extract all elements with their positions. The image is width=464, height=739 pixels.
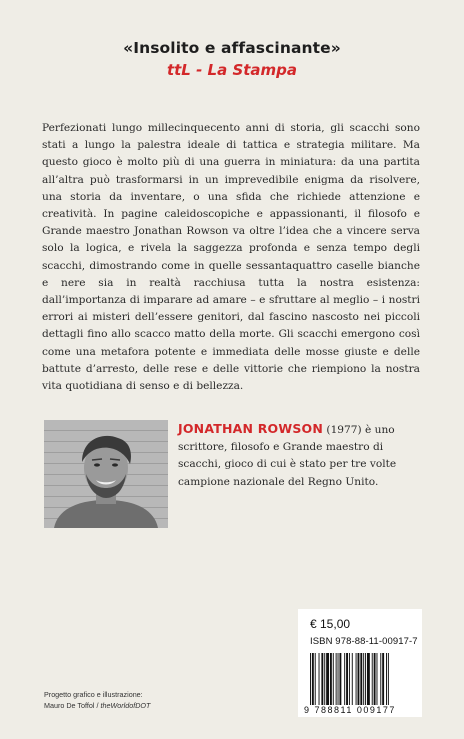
barcode-bar: [333, 653, 334, 705]
barcode-bar: [339, 653, 341, 705]
review-source: ttL - La Stampa: [166, 61, 298, 79]
author-bio: [178, 420, 423, 491]
barcode-bar: [326, 653, 329, 705]
author-name: JONATHAN ROWSON: [178, 421, 324, 436]
credits-line-1: Progetto grafico e illustrazione:: [44, 690, 143, 699]
barcode-bar: [363, 653, 364, 705]
price-label: € 15,00: [310, 617, 351, 631]
book-blurb: Perfezionati lungo millecinquecento anni di storia, gli scacchi sono stati a lungo la palestra ideale di tattica e strategia militare. Ma questo gioco è molto più di una guerra in miniatura: da una partita all’altra può trasformarsi in un imprevedibile enigma da risolvere, una storia da inventare, o una sfida che richiede attenzione e creatività. In pagine caleidoscopiche e appassionanti, il filosofo e Grande maestro Jonathan Rowson va oltre l’idea che a vincere serva solo la logica, e rivela la saggezza profonda e senza tempo degli scacchi, dimostrando come in quelle sessantaquattro caselle bianche e nere sia in realtà racchiusa tutta la nostra esistenza: dall’importanza di imparare ad amare – e sfruttare al meglio – i nostri errori ai misteri dell’essere genitori, dal fascino nascosto nei piccoli dettagli fino allo scacco matto della morte. Gli scacchi emergono così come una metafora potente e immediata delle mosse giuste e delle battute d’arresto, delle rese e delle vittorie che riempiono la nostra vita quotidiana di senso e di bellezza.: [42, 122, 420, 393]
barcode-bar: [336, 653, 337, 705]
barcode-bar: [321, 653, 323, 705]
author-bio-text: (1977) è uno scrittore, filosofo e Grande maestro di scacchi, gioco di cui è stato per tre volte campione nazionale del Regno Unito.: [178, 424, 397, 488]
barcode-bar: [374, 653, 376, 705]
barcode-graphic: [310, 653, 418, 705]
design-credits: [44, 689, 150, 711]
credits-line-2: [44, 700, 150, 711]
barcode-bar: [330, 653, 332, 705]
barcode-bar: [356, 653, 357, 705]
barcode-bar: [352, 653, 353, 705]
barcode-bar: [380, 653, 381, 705]
credits-studio: theWorldofDOT: [100, 701, 151, 710]
barcode-bar: [388, 653, 389, 705]
barcode-bar: [319, 653, 320, 705]
credits-designer: Mauro De Toffol /: [44, 701, 101, 710]
barcode-bar: [358, 653, 360, 705]
barcode-bar: [315, 653, 316, 705]
barcode-bar: [349, 653, 350, 705]
review-quote-block: [0, 38, 464, 80]
barcode-bar: [324, 653, 325, 705]
barcode-bar: [360, 653, 362, 705]
author-portrait-illustration: [44, 420, 168, 528]
barcode-bar: [365, 653, 366, 705]
barcode-bar: [344, 653, 345, 705]
barcode-bar: [312, 653, 314, 705]
barcode-bar: [377, 653, 378, 705]
barcode-bar: [386, 653, 387, 705]
barcode-digits: 9 788811 009177: [304, 705, 396, 715]
price-barcode-box: [298, 609, 422, 717]
barcode-bar: [367, 653, 370, 705]
barcode-bar: [382, 653, 384, 705]
barcode-bar: [338, 653, 339, 705]
barcode-bar: [346, 653, 348, 705]
review-quote: «Insolito e affascinante»: [123, 39, 341, 57]
isbn-label: ISBN 978-88-11-00917-7: [310, 636, 418, 647]
author-photo: [44, 420, 168, 528]
barcode-bar: [310, 653, 311, 705]
barcode-bar: [372, 653, 373, 705]
